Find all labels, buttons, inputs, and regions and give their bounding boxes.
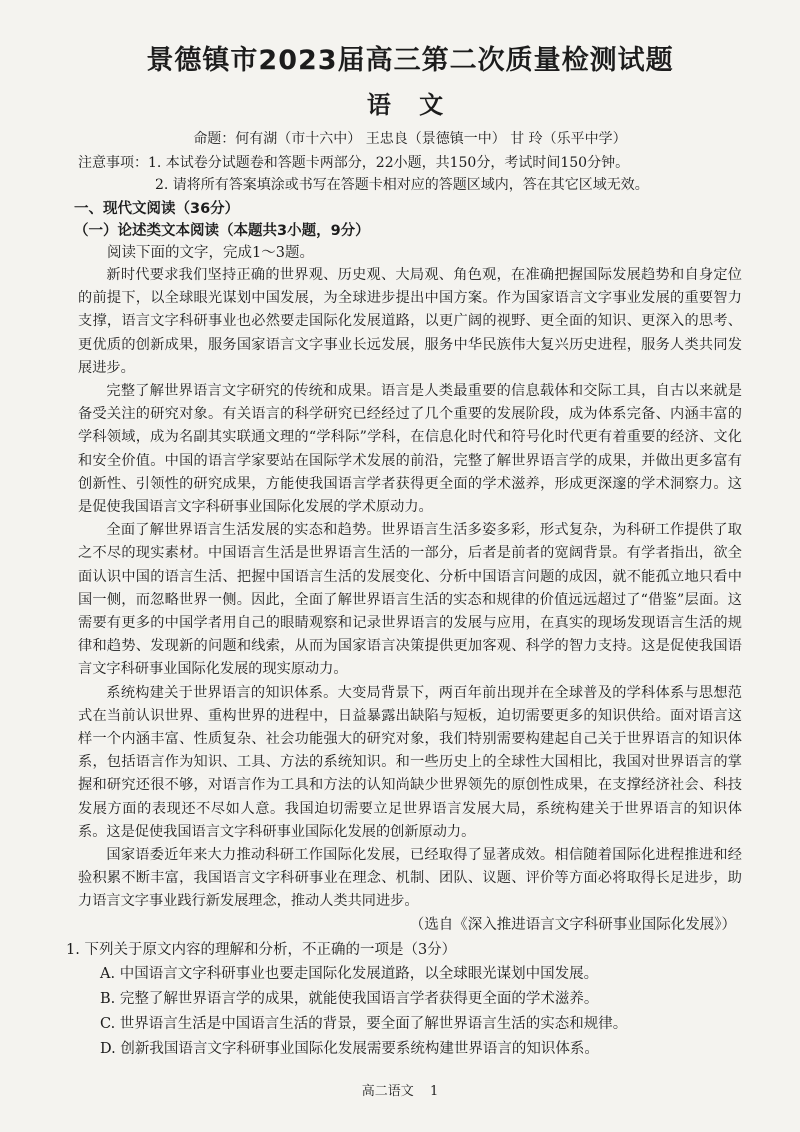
passage-source: （选自《深入推进语言文字科研事业国际化发展》）: [409, 916, 736, 933]
subject-title: 语 文: [366, 91, 454, 119]
notice-item-1: 1. 本试卷分试题卷和答题卡两部分，22小题，共150分，考试时间150分钟。: [148, 155, 630, 171]
notice-item-2: 2. 请将所有答案填涂或书写在答题卡相对应的答题区域内，答在其它区域无效。: [155, 177, 649, 193]
authors-line: 命题：何有湖（市十六中） 王忠良（景德镇一中） 甘 玲（乐平中学）: [193, 131, 627, 147]
reading-passage: [78, 264, 742, 914]
exam-title: 景德镇市2023届高三第二次质量检测试题: [146, 45, 674, 76]
notice-block: [78, 152, 742, 196]
subsection-heading: （一）论述类文本阅读（本题共3小题，9分）: [74, 223, 370, 239]
passage-paragraph: 系统构建关于世界语言的知识体系。大变局背景下，两百年前出现并在全球普及的学科体系与思想范式在当前认识世界、重构世界的进程中，日益暴露出缺陷与短板，迫切需要更多的知识供给。面对语言这样一个内涵丰富、性质复杂、社会功能强大的研究对象，我们特别需要构建起自己关于世界语言的知识体系，包括语言作为知识、工具、方法的系统知识。和一些历史上的全球性大国相比，我国对世界语言的掌握和研究还很不够，对语言作为工具和方法的认知尚缺少世界领先的原创性成果，在支撑经济社会、科技发展方面的表现还不尽如人意。我国迫切需要立足世界语言发展大局，系统构建关于世界语言的知识体系。这是促使我国语言文字科研事业国际化发展的创新原动力。: [78, 684, 742, 840]
section-heading: 一、现代文阅读（36分）: [74, 201, 240, 217]
reading-instruction: 阅读下面的文字，完成1～3题。: [107, 245, 314, 261]
question-stem: 1. 下列关于原文内容的理解和分析，不正确的一项是（3分）: [66, 941, 457, 958]
footer-label: 高二语文: [361, 1084, 414, 1099]
question-1: [66, 938, 742, 1062]
page-number: 1: [429, 1084, 439, 1099]
passage-paragraph: 国家语委近年来大力推动科研工作国际化发展，已经取得了显著成效。相信随着国际化进程推进和经验积累不断丰富，我国语言文字科研事业在理念、机制、团队、议题、评价等方面必将取得长足进步，助力语言文字事业践行新发展理念，推动人类共同进步。: [78, 847, 742, 910]
notice-label: 注意事项：: [78, 155, 148, 171]
option-a: A. 中国语言文字科研事业也要走国际化发展道路，以全球眼光谋划中国发展。: [100, 965, 599, 982]
passage-paragraph: 完整了解世界语言文字研究的传统和成果。语言是人类最重要的信息载体和交际工具，自古以来就是备受关注的研究对象。有关语言的科学研究已经经过了几个重要的发展阶段，成为体系完备、内涵丰富的学科领域，成为名副其实联通文理的“学科际”学科，在信息化时代和符号化时代更有着重要的经济、文化和安全价值。中国的语言学家要站在国际学术发展的前沿，完整了解世界语言学的成果，并做出更多富有创新性、引领性的研究成果，方能使我国语言学者获得更全面的学术滋养，形成更深邃的学术洞察力。这是促使我国语言文字科研事业国际化发展的学术原动力。: [78, 383, 742, 516]
option-d: D. 创新我国语言文字科研事业国际化发展需要系统构建世界语言的知识体系。: [100, 1040, 599, 1057]
option-c: C. 世界语言生活是中国语言生活的背景，要全面了解世界语言生活的实态和规律。: [100, 1015, 628, 1032]
passage-paragraph: 新时代要求我们坚持正确的世界观、历史观、大局观、角色观，在准确把握国际发展趋势和自身定位的前提下，以全球眼光谋划中国发展，为全球进步提出中国方案。作为国家语言文字事业发展的重要智力支撑，语言文字科研事业也必然要走国际化发展道路，以更广阔的视野、更全面的知识、更深入的思考、更优质的创新成果，服务国家语言文字事业长远发展，服务中华民族伟大复兴历史进程，服务人类共同发展进步。: [78, 267, 742, 376]
page-footer: [0, 1080, 800, 1099]
option-b: B. 完整了解世界语言学的成果，就能使我国语言学者获得更全面的学术滋养。: [100, 990, 599, 1007]
passage-paragraph: 全面了解世界语言生活发展的实态和趋势。世界语言生活多姿多彩，形式复杂，为科研工作提供了取之不尽的现实素材。中国语言生活是世界语言生活的一部分，后者是前者的宽阔背景。有学者指出，欲全面认识中国的语言生活、把握中国语言生活的发展变化、分析中国语言问题的成因，就不能孤立地只看中国一侧，而忽略世界一侧。因此，全面了解世界语言生活的实态和规律的价值远远超过了“借鉴”层面。这需要有更多的中国学者用自己的眼睛观察和记录世界语言的发展与应用，在真实的现场发现语言生活的规律和趋势、发现新的问题和线索，从而为国家语言决策提供更加客观、科学的智力支持。这是促使我国语言文字科研事业国际化发展的现实原动力。: [78, 522, 742, 678]
